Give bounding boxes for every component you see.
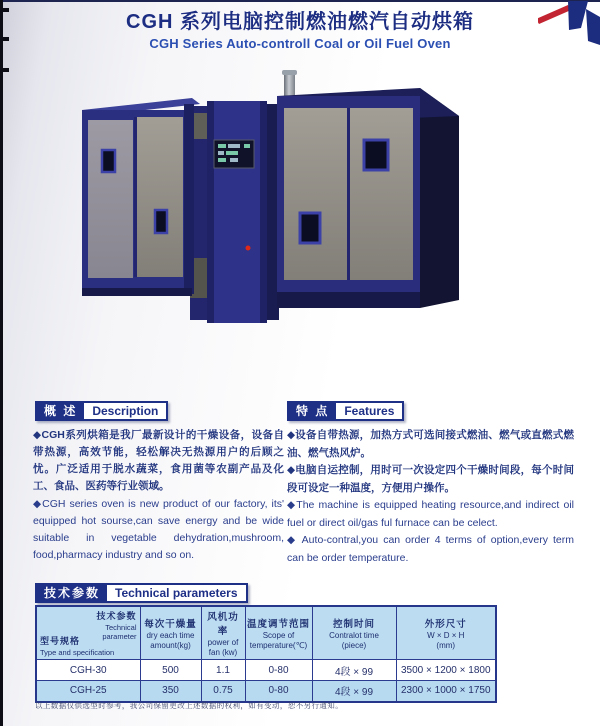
value-cell: 3500 × 1200 × 1800 — [396, 660, 496, 681]
features-section-badge — [287, 401, 404, 421]
description-text — [33, 427, 284, 564]
value-cell: 1.1 — [201, 660, 245, 681]
feature-item: ◆设备自带热源，加热方式可选间接式燃油、燃气或直燃式燃油、燃气热风炉。 — [287, 429, 574, 459]
column-header-fan-power: 风机功率 power of fan (kw) — [201, 606, 245, 660]
description-paragraph-en: ◆CGH series oven is new product of our factory, its' equipped hot sourse,can save energy and be wide suitable in vegetable dehydration,mushroom, food,pharmacy industry and so on. — [33, 498, 284, 561]
tech-label-cn: 技术参数 — [37, 585, 107, 601]
corner-top-label: 技术参数 Technical parameter — [96, 611, 137, 641]
page-top-edge — [0, 0, 600, 2]
left-door-window-2 — [155, 210, 167, 233]
value-cell: 0-80 — [245, 681, 312, 702]
right-door-window-2 — [300, 213, 320, 243]
value-cell: 4段 × 99 — [312, 681, 396, 702]
scan-mark — [0, 68, 9, 72]
description-label-cn: 概 述 — [37, 403, 84, 419]
feature-item: ◆ Auto-contral,you can order 4 terms of option,every term can be order temperature. — [287, 534, 574, 564]
tech-label-en: Technical parameters — [115, 586, 238, 600]
left-oven-cabinet — [82, 98, 200, 296]
table-row — [36, 681, 496, 702]
product-photo — [62, 58, 492, 370]
description-label-en: Description — [92, 404, 159, 418]
right-oven-cabinet — [277, 88, 459, 308]
model-cell: CGH-25 — [36, 681, 140, 702]
left-door-window — [102, 150, 115, 172]
tech-section-badge — [35, 583, 248, 603]
control-tower — [207, 101, 267, 323]
value-cell: 2300 × 1000 × 1750 — [396, 681, 496, 702]
page-header — [0, 5, 600, 51]
table-corner-cell — [36, 606, 140, 660]
column-header-dry-amount: 每次干燥量 dry each time amount(kg) — [140, 606, 201, 660]
features-label-cn: 特 点 — [289, 403, 336, 419]
feature-item: ◆The machine is equipped heating resource,and indirect oil fuel or direct oil/gas ful furnace can be celect. — [287, 499, 574, 529]
indicator-light — [246, 246, 251, 251]
corner-bottom-label: 型号规格 Type and specification — [40, 636, 115, 657]
tech-parameters-table — [35, 605, 497, 703]
value-cell: 0.75 — [201, 681, 245, 702]
value-cell: 4段 × 99 — [312, 660, 396, 681]
value-cell: 500 — [140, 660, 201, 681]
table-header-row — [36, 606, 496, 660]
features-text — [287, 427, 574, 567]
value-cell: 350 — [140, 681, 201, 702]
model-cell: CGH-30 — [36, 660, 140, 681]
column-header-control-time: 控制时间 Contralot time (piece) — [312, 606, 396, 660]
table-row — [36, 660, 496, 681]
oven-illustration — [62, 58, 492, 368]
page-title: CGH 系列电脑控制燃油燃汽自动烘箱 — [126, 11, 474, 33]
feature-item: ◆电脑自运控制，用时可一次设定四个干燥时间段，每个时间段可设定一种温度，方便用户操作。 — [287, 464, 574, 494]
features-label-en: Features — [344, 404, 395, 418]
description-section-badge — [35, 401, 168, 421]
column-header-temperature: 温度调节范围 Scope of temperature(℃) — [245, 606, 312, 660]
control-panel — [214, 140, 254, 168]
description-paragraph-cn: ◆CGH系列烘箱是我厂最新设计的干燥设备，设备自带热源，高效节能，轻松解决无热源用户的后顾之忧。广泛适用于脱水蔬菜，食用菌等农副产品及化工、食品、医药等行业领域。 — [33, 429, 284, 492]
value-cell: 0-80 — [245, 660, 312, 681]
column-header-dimensions: 外形尺寸 W × D × H (mm) — [396, 606, 496, 660]
page-left-edge — [0, 0, 3, 726]
page-subtitle: CGH Series Auto-controll Coal or Oil Fuel Oven — [149, 36, 451, 51]
disclaimer-note: 以上数据仅供选型时参考，我公司保留更改上述数据的权利，如有变动，恕不另行通知。 — [35, 701, 344, 710]
right-door-window — [364, 140, 388, 170]
